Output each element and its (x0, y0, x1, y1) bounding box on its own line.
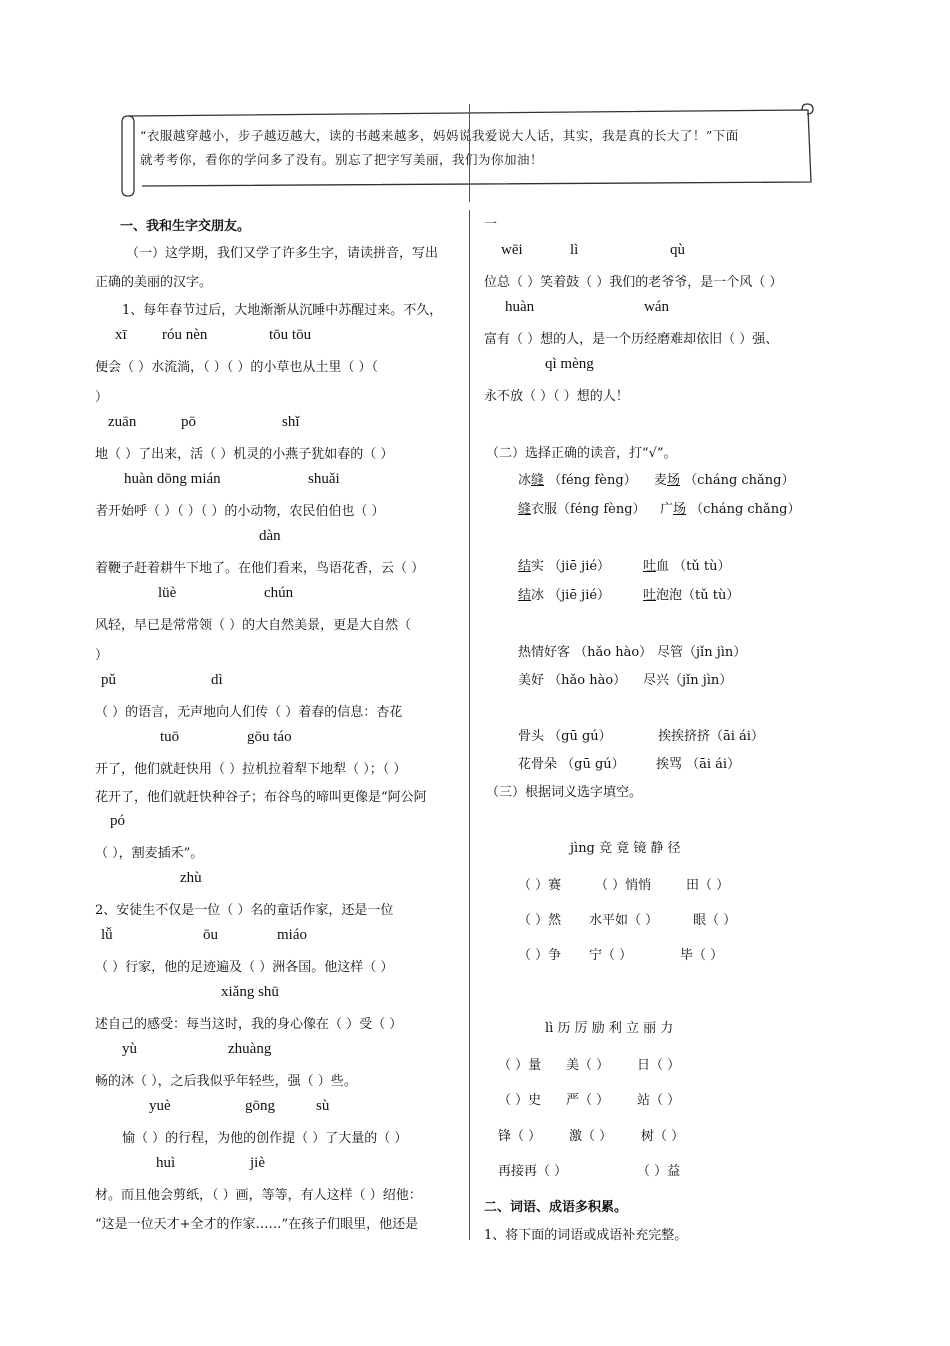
fill-item: （ ）然 (518, 913, 562, 928)
word-options: 泡泡（tǔ tù） (656, 588, 740, 603)
passage-text: 永不放（ ）（ ）想的人！ (484, 389, 629, 404)
word-options: （féng fèng） (544, 473, 637, 488)
pinyin: miáo (277, 927, 307, 943)
pronunciation-item: 挨骂 （āi ái） (656, 757, 741, 772)
pronunciation-item: 尽兴（jǐn jìn） (643, 673, 733, 688)
word-prefix: 广 (660, 502, 674, 517)
question-3-title: （三）根据词义选字填空。 (486, 785, 643, 800)
pinyin: xiǎng shū (221, 984, 279, 1000)
fill-item: 激（ ） (569, 1129, 613, 1144)
passage-2-line: 2、安徒生不仅是一位（ ）名的童话作家，还是一位 (95, 903, 394, 918)
pronunciation-item (643, 555, 730, 574)
pinyin: shuǎi (308, 471, 340, 487)
underlined-char: 结 (518, 559, 532, 574)
char-group-2-header: lì 历 厉 励 利 立 丽 力 (545, 1021, 674, 1036)
pinyin: wán (644, 299, 669, 315)
pinyin: pó (110, 813, 125, 829)
pronunciation-item: 花骨朵 （gū gú） (518, 757, 625, 772)
pinyin: huì (156, 1155, 176, 1171)
passage-text: 位总（ ）笑着鼓（ ）我们的老爷爷，是一个风（ ） (484, 275, 783, 290)
pronunciation-item (518, 555, 610, 574)
fill-item: 水平如（ ） (589, 913, 659, 928)
passage-text: 着鞭子赶着耕牛下地了。在他们看来，鸟语花香，云（ ） (95, 561, 425, 576)
fill-item: 日（ ） (637, 1058, 681, 1073)
underlined-char: 场 (673, 502, 687, 517)
fill-item: 再接再（ ） (498, 1164, 568, 1179)
word-options: 冰 （jiē jié） (531, 588, 611, 603)
pinyin: gōu táo (247, 729, 292, 745)
pinyin: chún (264, 585, 294, 601)
column-divider-top (469, 104, 470, 202)
pronunciation-item (518, 498, 646, 517)
pinyin: ōu (203, 927, 218, 943)
pinyin: pǔ (101, 672, 116, 688)
intro-line-1: （一）这学期，我们又学了许多生字，请读拼音，写出 (126, 246, 439, 261)
underlined-char: 缝 (531, 473, 545, 488)
pinyin: huàn (505, 299, 535, 315)
passage-text: 愉（ ）的行程，为他的创作提（ ）了大量的（ ） (122, 1131, 408, 1146)
passage-text: 地（ ）了出来，活（ ）机灵的小燕子犹如春的（ ） (95, 447, 394, 462)
pinyin: dì (211, 672, 223, 688)
pinyin: qù (670, 242, 685, 258)
pinyin: dàn (259, 528, 281, 544)
fill-item: 美（ ） (566, 1058, 610, 1073)
fill-item: （ ）赛 (518, 878, 562, 893)
word-options: 血 （tǔ tù） (656, 559, 731, 574)
pinyin: yù (122, 1041, 137, 1057)
passage-text: “这是一位天才+全才的作家……”在孩子们眼里，他还是 (95, 1217, 419, 1232)
question-2-title: （二）选择正确的读音，打“√”。 (486, 446, 677, 461)
pinyin: huàn dōng mián (124, 471, 221, 487)
pinyin: pō (181, 414, 196, 430)
fill-item: 眼（ ） (693, 913, 737, 928)
passage-text: 畅的沐（ ），之后我似乎年轻些，强（ ）些。 (95, 1074, 357, 1089)
pinyin: xī (115, 327, 127, 343)
fill-item: 严（ ） (566, 1093, 610, 1108)
passage-text: 者开始呼（ ）（ ）（ ）的小动物，农民伯伯也（ ） (95, 504, 385, 519)
section-1-title: 一、我和生字交朋友。 (120, 219, 251, 234)
banner-text (140, 124, 802, 172)
passage-text: ） (95, 390, 109, 405)
fill-item: （ ）悄悄 (595, 878, 652, 893)
pinyin: sù (316, 1098, 330, 1114)
fill-item: 站（ ） (637, 1093, 681, 1108)
fill-item: 锋（ ） (498, 1129, 542, 1144)
pronunciation-item (660, 498, 801, 517)
pronunciation-item: 挨挨挤挤（āi ái） (658, 729, 764, 744)
word-options: 实 （jiē jié） (531, 559, 611, 574)
pinyin: tuō (160, 729, 180, 745)
pinyin: shǐ (282, 414, 300, 430)
pinyin: róu nèn (162, 327, 208, 343)
pinyin: wēi (501, 242, 523, 258)
pronunciation-item (518, 584, 610, 603)
pinyin: zuān (108, 414, 137, 430)
pinyin: jiè (250, 1155, 265, 1171)
intro-line-2: 正确的美丽的汉字。 (95, 275, 213, 290)
underlined-char: 结 (518, 588, 532, 603)
pinyin: zhù (180, 870, 202, 886)
fill-item: 田（ ） (686, 878, 730, 893)
word-options: （cháng chǎng） (686, 502, 801, 517)
fill-item: （ ）史 (498, 1093, 542, 1108)
passage-text: 富有（ ）想的人，是一个历经磨难却依旧（ ）强、 (484, 332, 779, 347)
fill-item: （ ）益 (637, 1164, 681, 1179)
section-2-title: 二、词语、成语多积累。 (484, 1200, 628, 1215)
passage-text: 材。而且他会剪纸，（ ）画，等等，有人这样（ ）绍他： (95, 1188, 422, 1203)
pronunciation-item (654, 469, 795, 488)
fill-item: （ ）量 (498, 1058, 542, 1073)
pinyin: qì mèng (545, 356, 594, 372)
word-prefix: 麦 (654, 473, 668, 488)
banner-line-2: 就考考你，看你的学问多了没有。别忘了把字写美丽，我们为你加油！ (140, 152, 544, 167)
fill-item: 宁（ ） (589, 948, 633, 963)
column-divider (469, 210, 470, 1240)
passage-text: （ ）行家，他的足迹遍及（ ）洲各国。他这样（ ） (95, 960, 394, 975)
pinyin: lǚ (101, 927, 113, 943)
passage-text: 开了，他们就赶快用（ ）拉机拉着犁下地犁（ ）；（ ） (95, 762, 407, 777)
char-group-1-header: jìng 竞 竟 镜 静 径 (570, 841, 681, 856)
passage-1-line: 1、每年春节过后，大地渐渐从沉睡中苏醒过来。不久， (122, 303, 443, 318)
section-2-question-1: 1、将下面的词语或成语补充完整。 (484, 1228, 688, 1243)
passage-text: ） (95, 648, 109, 663)
fill-item: 树（ ） (641, 1129, 685, 1144)
pinyin: tōu tōu (269, 327, 312, 343)
pinyin: gōng (245, 1098, 275, 1114)
passage-text: 便会（ ）水流淌，（ ）（ ）的小草也从土里（ ）（ (95, 360, 379, 375)
pronunciation-item: 美好 （hǎo hào） (518, 673, 627, 688)
word-options: 衣服（féng fèng） (531, 502, 646, 517)
pinyin: yuè (149, 1098, 171, 1114)
pinyin: lì (570, 242, 579, 258)
passage-text: （ ），割麦插禾”。 (95, 846, 204, 861)
passage-text: 花开了，他们就赶快种谷子；布谷鸟的啼叫更像是“阿公阿 (95, 790, 427, 805)
passage-text: （ ）的语言，无声地向人们传（ ）着春的信息：杏花 (95, 705, 403, 720)
passage-text: 风轻，早已是常常领（ ）的大自然美景，更是大自然（ (95, 618, 412, 633)
fill-item: （ ）争 (518, 948, 562, 963)
pronunciation-item: 骨头 （gū gú） (518, 729, 612, 744)
passage-text: 述自己的感受：每当这时，我的身心像在（ ）受（ ） (95, 1017, 403, 1032)
underlined-char: 吐 (643, 559, 657, 574)
pronunciation-item (518, 469, 637, 488)
fill-item: 毕（ ） (680, 948, 724, 963)
pinyin: lüè (158, 585, 177, 601)
pronunciation-item (643, 584, 739, 603)
pronunciation-item: 尽管（jǐn jìn） (657, 645, 747, 660)
underlined-char: 吐 (643, 588, 657, 603)
word-options: （cháng chǎng） (680, 473, 795, 488)
underlined-char: 场 (667, 473, 681, 488)
pronunciation-item: 热情好客 （hǎo hào） (518, 645, 653, 660)
word-prefix: 冰 (518, 473, 532, 488)
underlined-char: 缝 (518, 502, 532, 517)
continuation-mark: 一 (484, 217, 498, 232)
pinyin: zhuàng (228, 1041, 272, 1057)
banner-line-1: “衣服越穿越小，步子越迈越大，读的书越来越多，妈妈说我爱说大人话，其实，我是真的长大了！”下面 (140, 128, 739, 143)
